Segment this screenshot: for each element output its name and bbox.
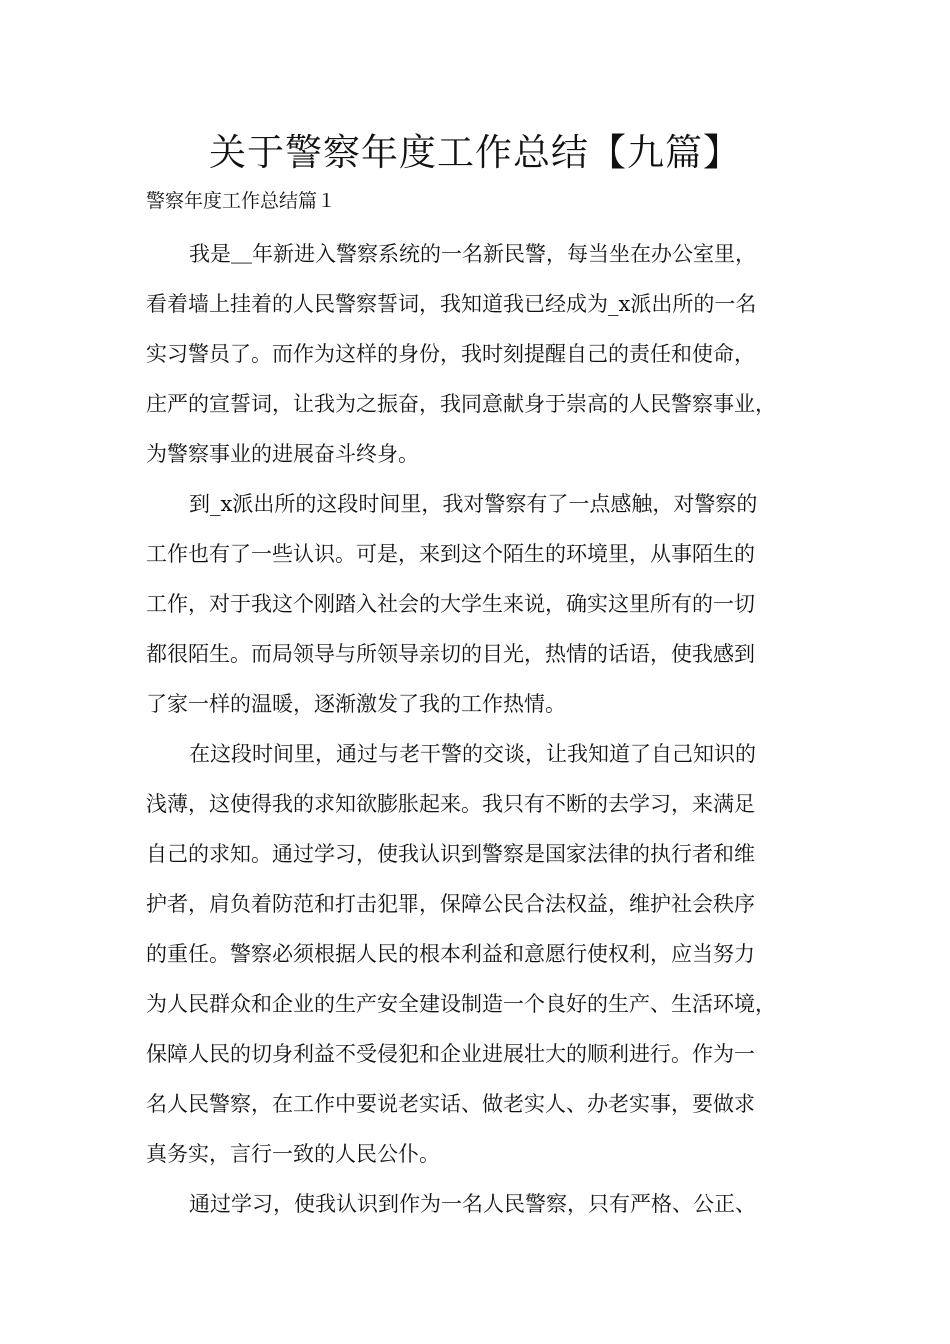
text-line: 实习警员了。而作为这样的身份，我时刻提醒自己的责任和使命，: [146, 342, 755, 366]
text-line: 我是＿年新进入警察系统的一名新民警，每当坐在办公室里，: [189, 242, 756, 266]
text-line: 了家一样的温暖，逐渐激发了我的工作热情。: [146, 692, 566, 716]
text-line: 都很陌生。而局领导与所领导亲切的目光，热情的话语，使我感到: [146, 642, 755, 666]
text-line: 为人民群众和企业的生产安全建设制造一个良好的生产、生活环境，: [146, 992, 776, 1016]
text-line: 保障人民的切身利益不受侵犯和企业进展壮大的顺利进行。作为一: [146, 1042, 755, 1066]
paragraph-1: [146, 234, 826, 484]
section-heading: 警察年度工作总结篇１: [146, 190, 337, 212]
text-line: 为警察事业的进展奋斗终身。: [146, 442, 419, 466]
text-line: 的重任。警察必须根据人民的根本利益和意愿行使权利，应当努力: [146, 942, 755, 966]
text-line: 庄严的宣誓词，让我为之振奋，我同意献身于崇高的人民警察事业，: [146, 392, 776, 416]
text-line: 到_x派出所的这段时间里，我对警察有了一点感触，对警察的: [189, 492, 758, 516]
text-line: 浅薄，这使得我的求知欲膨胀起来。我只有不断的去学习，来满足: [146, 792, 755, 816]
text-line: 自己的求知。通过学习，使我认识到警察是国家法律的执行者和维: [146, 842, 755, 866]
text-line: 护者，肩负着防范和打击犯罪，保障公民合法权益，维护社会秩序: [146, 892, 755, 916]
document-title: 关于警察年度工作总结【九篇】: [209, 131, 741, 174]
paragraph-4: [146, 1184, 826, 1234]
text-line: 在这段时间里，通过与老干警的交谈，让我知道了自己知识的: [189, 742, 756, 766]
text-line: 真务实，言行一致的人民公仆。: [146, 1142, 440, 1166]
text-line: 看着墙上挂着的人民警察誓词，我知道我已经成为_x派出所的一名: [146, 292, 757, 316]
text-line: 名人民警察，在工作中要说老实话、做老实人、办老实事，要做求: [146, 1092, 755, 1116]
text-line: 通过学习，使我认识到作为一名人民警察，只有严格、公正、: [189, 1192, 756, 1216]
text-line: 工作，对于我这个刚踏入社会的大学生来说，确实这里所有的一切: [146, 592, 755, 616]
text-line: 工作也有了一些认识。可是，来到这个陌生的环境里，从事陌生的: [146, 542, 755, 566]
body-text: [146, 234, 826, 1234]
paragraph-2: [146, 484, 826, 734]
paragraph-3: [146, 734, 826, 1184]
